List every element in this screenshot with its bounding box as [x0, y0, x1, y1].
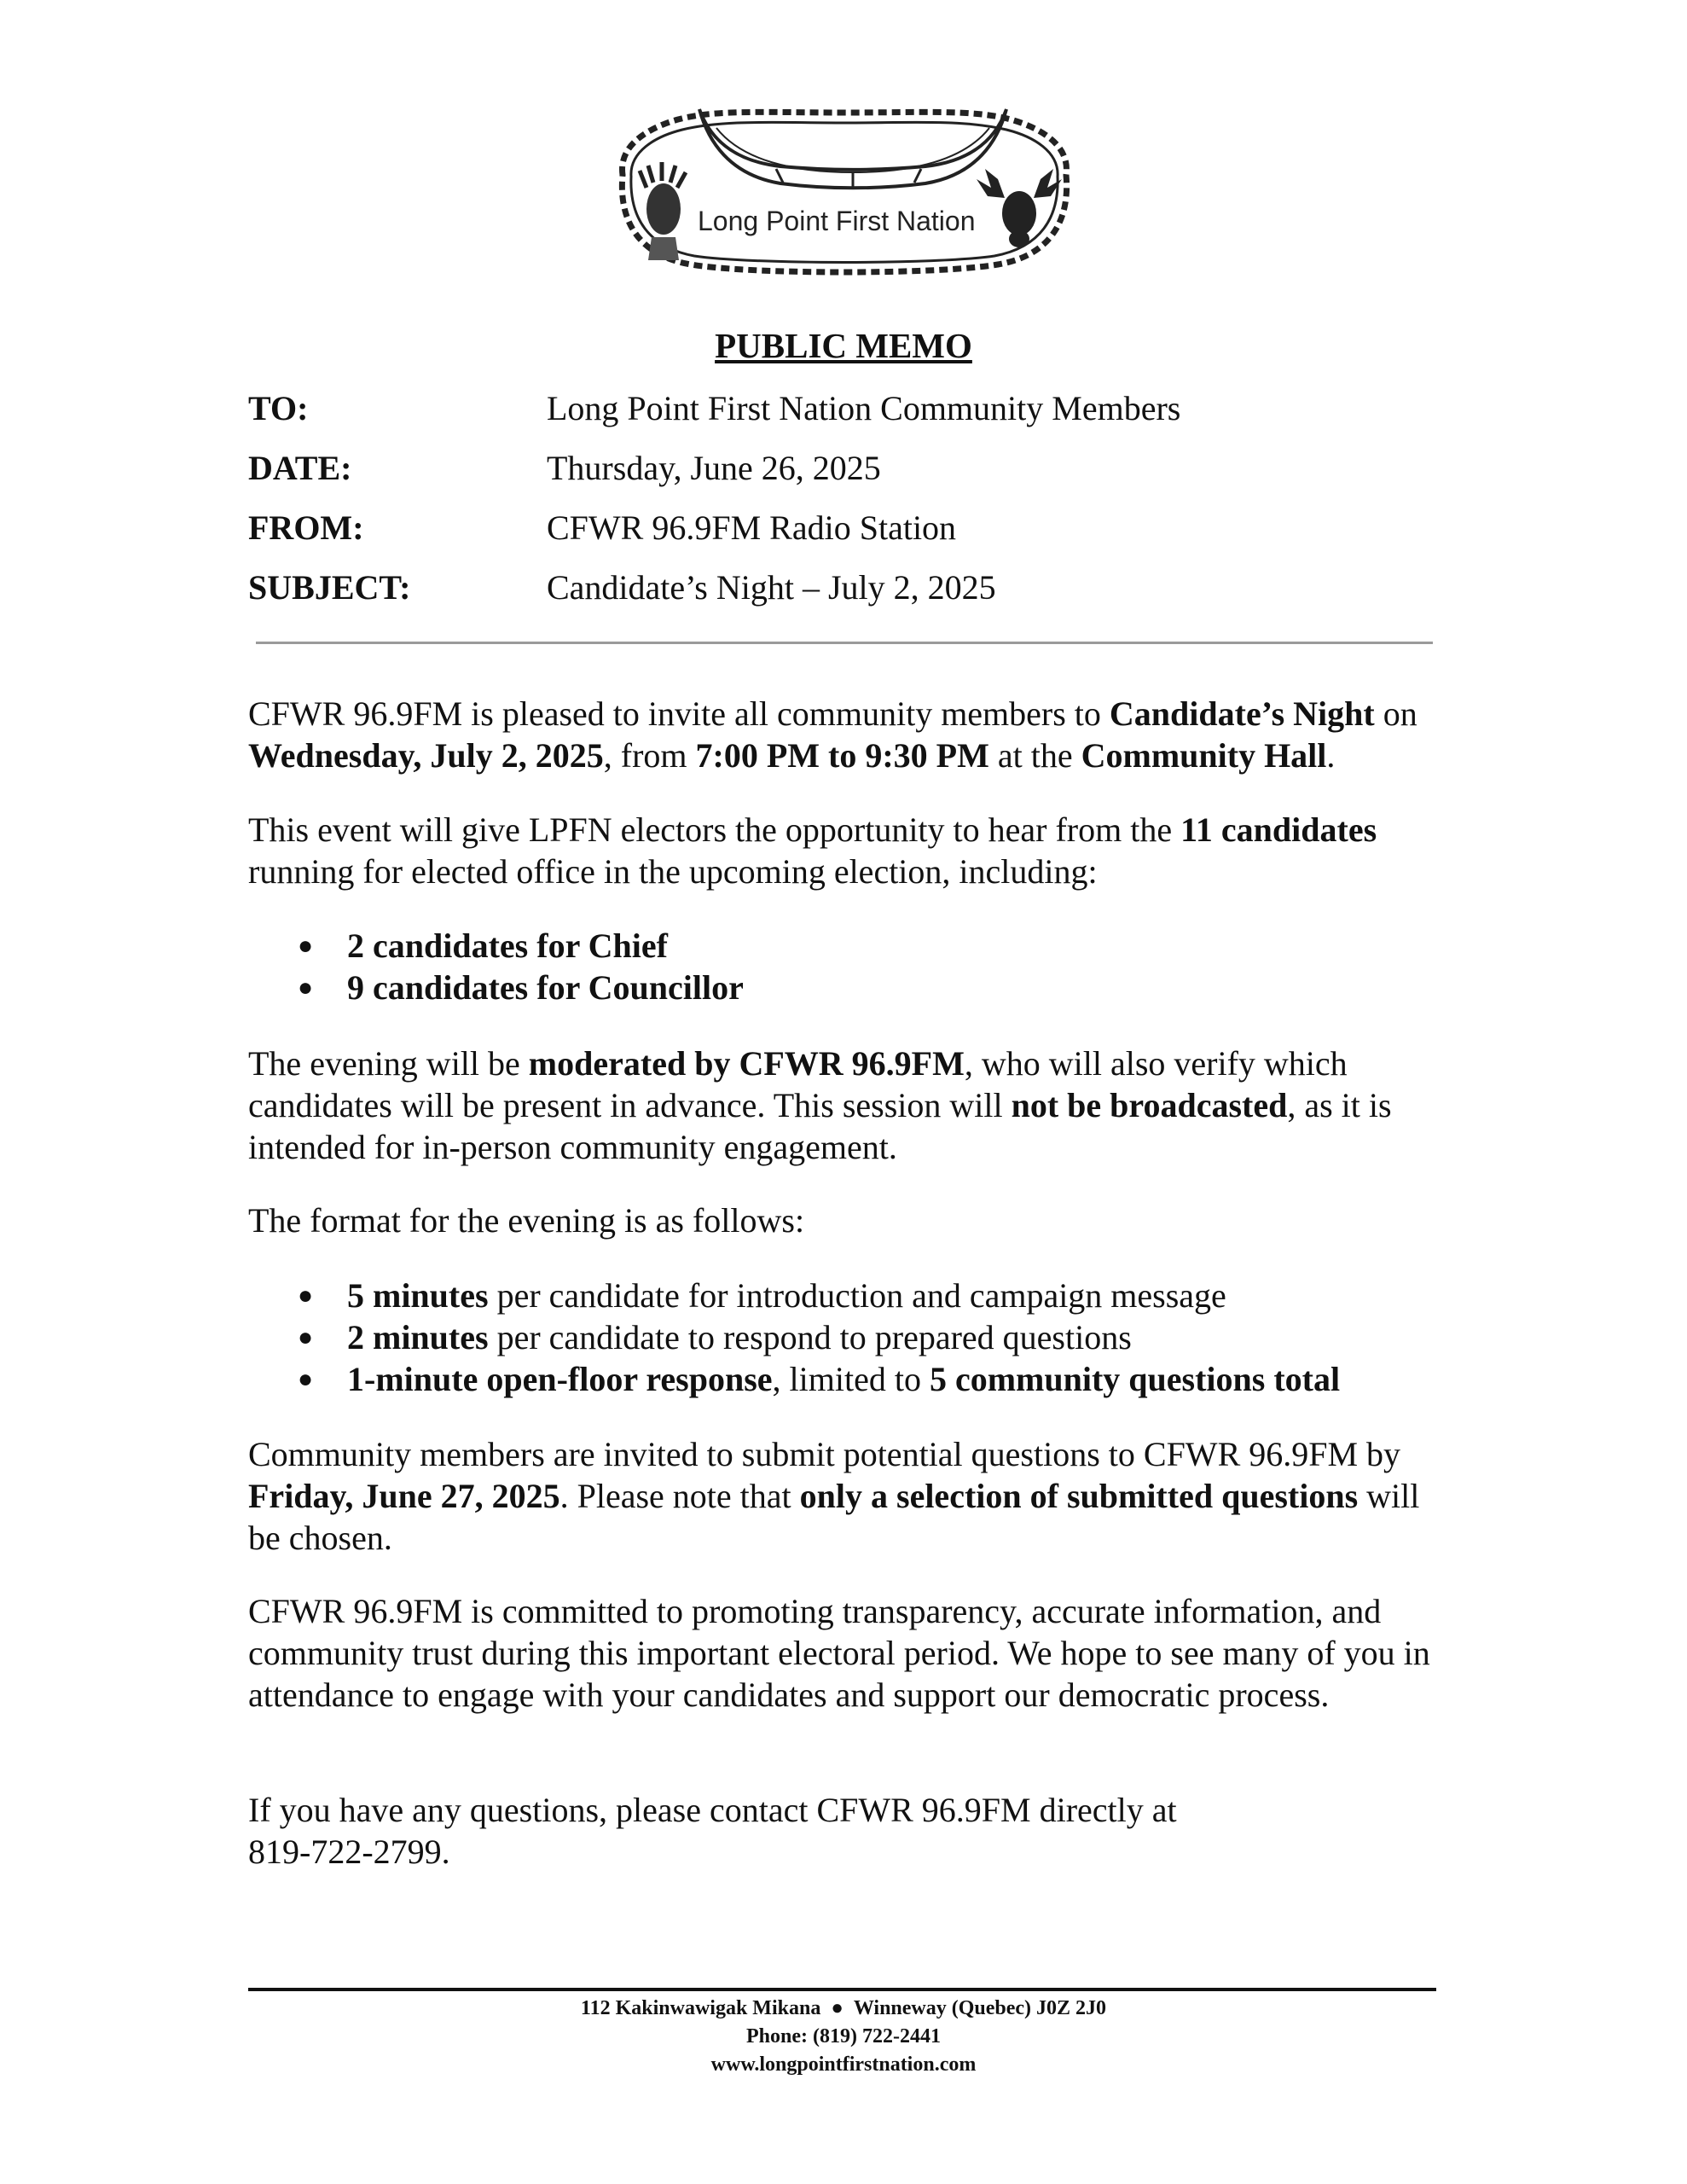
contact-phone: 819-722-2799.: [248, 1833, 450, 1871]
date-label: DATE:: [248, 449, 352, 487]
from-label: FROM:: [248, 508, 364, 547]
date-value: Thursday, June 26, 2025: [547, 449, 881, 487]
list-item: ● 9 candidates for Councillor: [248, 967, 1459, 1008]
list-item: ● 5 minutes per candidate for introduction and campaign message: [248, 1275, 1459, 1316]
to-label: TO:: [248, 389, 309, 427]
subject-value: Candidate’s Night – July 2, 2025: [547, 568, 996, 607]
paragraph-candidates: This event will give LPFN electors the opportunity to hear from the 11 candidates running for elected office in the upcoming election, including:: [248, 810, 1377, 891]
footer-divider: [248, 1988, 1436, 1991]
subject-label: SUBJECT:: [248, 568, 411, 607]
list-item: ● 2 minutes per candidate to respond to prepared questions: [248, 1316, 1459, 1358]
footer: [0, 1995, 1687, 2079]
footer-address: 112 Kakinwawigak Mikana ● Winneway (Quebec) J0Z 2J0: [580, 1997, 1107, 2019]
logo-text: Long Point First Nation: [698, 206, 976, 236]
list-item: ● 1-minute open-floor response, limited to 5 community questions total: [248, 1358, 1459, 1400]
paragraph-format-intro: The format for the evening is as follows:: [248, 1201, 805, 1240]
paragraph-contact: If you have any questions, please contact CFWR 96.9FM directly at 819-722-2799.: [248, 1791, 1177, 1871]
paragraph-questions: Community members are invited to submit potential questions to CFWR 96.9FM by Friday, June 27, 2025. Please note that only a selection of submitted questions will be chosen.: [248, 1435, 1420, 1557]
separator-dot: ●: [831, 1997, 844, 2019]
paragraph-moderation: The evening will be moderated by CFWR 96.9FM, who will also verify which candidates will be present in advance. This session will not be broadcasted, as it is intended for in-person community engagement.: [248, 1044, 1392, 1166]
paragraph-commitment: CFWR 96.9FM is committed to promoting transparency, accurate information, and community trust during this important electoral period. We hope to see many of you in attendance to engage with your candidates and support our democratic process.: [248, 1592, 1430, 1714]
footer-website: www.longpointfirstnation.com: [710, 2053, 977, 2076]
to-value: Long Point First Nation Community Members: [547, 389, 1181, 427]
footer-phone: Phone: (819) 722-2441: [746, 2025, 941, 2048]
format-list: [248, 1275, 1459, 1400]
list-item: ● 2 candidates for Chief: [248, 925, 1459, 967]
paragraph-invitation: CFWR 96.9FM is pleased to invite all community members to Candidate’s Night on Wednesday, July 2, 2025, from 7:00 PM to 9:30 PM at the Community Hall.: [248, 694, 1417, 775]
memo-body: [248, 0, 1459, 1962]
memo-title: PUBLIC MEMO: [715, 326, 972, 365]
from-value: CFWR 96.9FM Radio Station: [547, 508, 957, 547]
candidate-list: [248, 925, 1459, 1008]
